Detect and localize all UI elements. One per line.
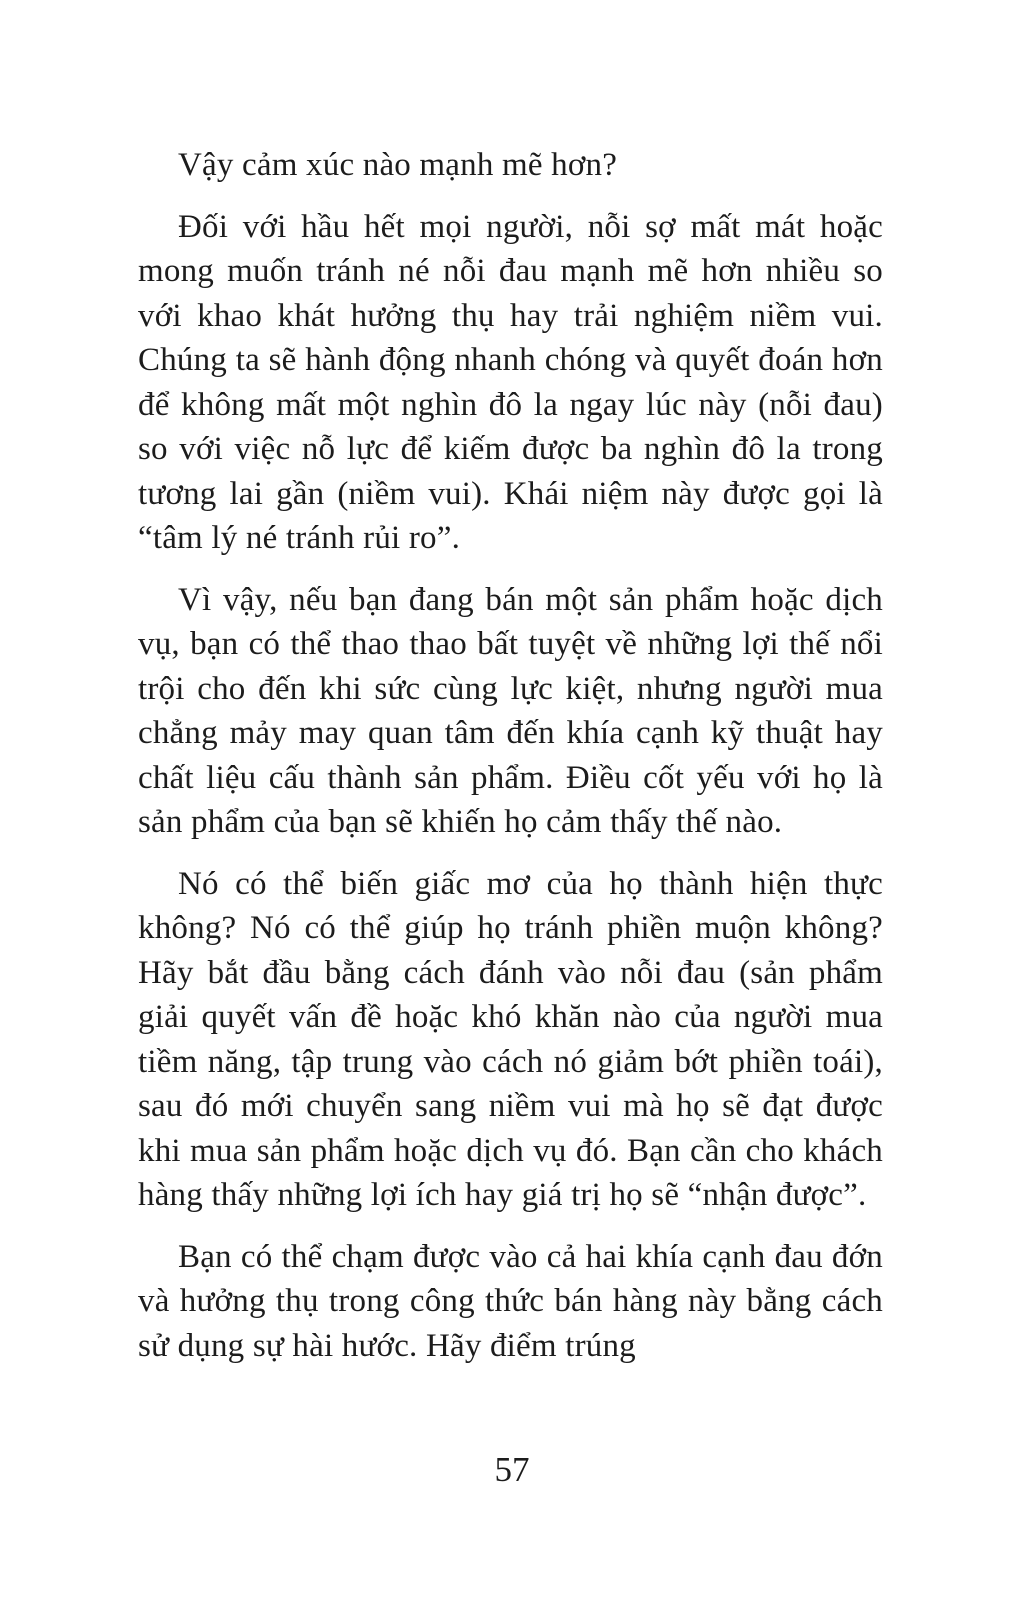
paragraph-selling-product: Vì vậy, nếu bạn đang bán một sản phẩm hoặc dịch vụ, bạn có thể thao thao bất tuyệt về những lợi thế nổi trội cho đến khi sức cùng lực kiệt, nhưng người mua chẳng mảy may quan tâm đến khía cạnh kỹ thuật hay chất liệu cấu thành sản phẩm. Điều cốt yếu với họ là sản phẩm của bạn sẽ khiến họ cảm thấy thế nào.	[138, 581, 883, 840]
paragraph-humor: Bạn có thể chạm được vào cả hai khía cạnh đau đớn và hưởng thụ trong công thức bán hàng này bằng cách sử dụng sự hài hước. Hãy điểm trúng	[138, 1238, 883, 1364]
page-number: 57	[494, 1450, 530, 1489]
paragraph-question: Vậy cảm xúc nào mạnh mẽ hơn?	[178, 147, 618, 183]
body-text	[138, 143, 883, 1368]
paragraph-loss-aversion: Đối với hầu hết mọi người, nỗi sợ mất mát hoặc mong muốn tránh né nỗi đau mạnh mẽ hơn nhiều so với khao khát hưởng thụ hay trải nghiệm niềm vui. Chúng ta sẽ hành động nhanh chóng và quyết đoán hơn để không mất một nghìn đô la ngay lúc này (nỗi đau) so với việc nỗ lực để kiếm được ba nghìn đô la trong tương lai gần (niềm vui). Khái niệm này được gọi là “tâm lý né tránh rủi ro”.	[138, 208, 883, 556]
paragraph-dream-pain: Nó có thể biến giấc mơ của họ thành hiện thực không? Nó có thể giúp họ tránh phiền muộn không? Hãy bắt đầu bằng cách đánh vào nỗi đau (sản phẩm giải quyết vấn đề hoặc khó khăn nào của người mua tiềm năng, tập trung vào cách nó giảm bớt phiền toái), sau đó mới chuyển sang niềm vui mà họ sẽ đạt được khi mua sản phẩm hoặc dịch vụ đó. Bạn cần cho khách hàng thấy những lợi ích hay giá trị họ sẽ “nhận được”.	[138, 865, 883, 1213]
